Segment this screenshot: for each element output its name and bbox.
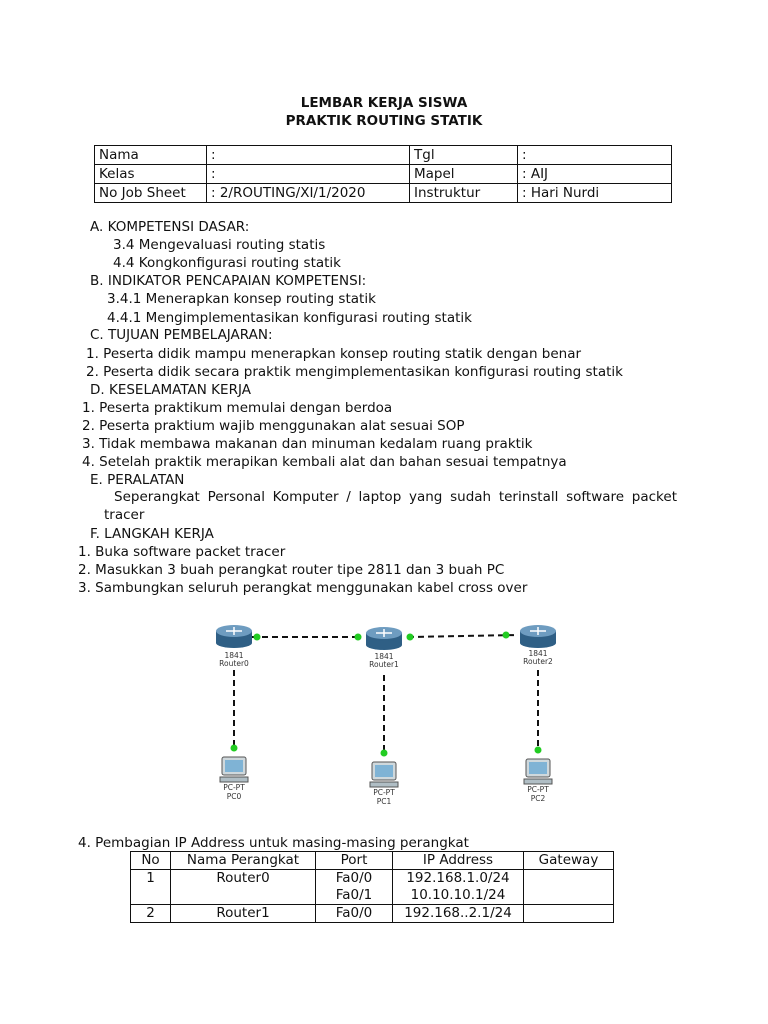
header-cell: Kelas bbox=[95, 165, 207, 184]
table-row bbox=[131, 870, 614, 905]
table-row bbox=[95, 146, 672, 165]
section-c-heading: C. TUJUAN PEMBELAJARAN: bbox=[90, 327, 273, 343]
pc-name-label: PC0 bbox=[226, 792, 242, 801]
page-subtitle: PRAKTIK ROUTING STATIK bbox=[285, 113, 483, 129]
header-cell: Mapel bbox=[410, 165, 518, 184]
cell-port: Fa0/0 bbox=[316, 905, 393, 923]
list-item: 4. Setelah praktik merapikan kembali alat dan bahan sesuai tempatnya bbox=[82, 454, 567, 470]
list-item: 3. Sambungkan seluruh perangkat menggunakan kabel cross over bbox=[78, 580, 528, 596]
table-row bbox=[95, 184, 672, 203]
column-header: No bbox=[131, 852, 171, 870]
table-header-row bbox=[131, 852, 614, 870]
ip-value: 10.10.10.1/24 bbox=[410, 887, 506, 903]
column-header: Port bbox=[316, 852, 393, 870]
cell-gateway bbox=[524, 870, 614, 905]
port-value: Fa0/0 bbox=[335, 870, 373, 886]
list-item: 3.4 Mengevaluasi routing statis bbox=[113, 237, 326, 253]
pc-icon[interactable] bbox=[220, 757, 248, 782]
header-cell: Tgl bbox=[410, 146, 518, 165]
list-item: 4. Pembagian IP Address untuk masing-masing perangkat bbox=[78, 835, 469, 851]
column-header: Nama Perangkat bbox=[171, 852, 316, 870]
cell-ip bbox=[393, 870, 524, 905]
port-dot bbox=[503, 632, 510, 639]
pc-model-label: PC-PT bbox=[373, 788, 395, 797]
pc-icon[interactable] bbox=[524, 759, 552, 784]
port-dot bbox=[407, 634, 414, 641]
pc-icon[interactable] bbox=[370, 762, 398, 787]
ip-address-table bbox=[130, 851, 614, 923]
router-model-label: 1841 bbox=[374, 652, 394, 661]
port-dot bbox=[355, 634, 362, 641]
page-title: LEMBAR KERJA SISWA bbox=[300, 95, 468, 111]
list-item: 1. Peserta didik mampu menerapkan konsep routing statik dengan benar bbox=[86, 346, 582, 362]
list-item: 3.4.1 Menerapkan konsep routing statik bbox=[107, 291, 376, 307]
cell-device: Router0 bbox=[171, 870, 316, 905]
router-icon[interactable] bbox=[520, 625, 556, 648]
table-row bbox=[131, 905, 614, 923]
pc-model-label: PC-PT bbox=[223, 783, 245, 792]
pc-name-label: PC1 bbox=[376, 797, 392, 806]
port-dot bbox=[254, 634, 261, 641]
section-f-heading: F. LANGKAH KERJA bbox=[90, 526, 214, 542]
crossover-link bbox=[408, 635, 518, 637]
router-name-label: Router2 bbox=[523, 657, 553, 666]
list-item: 1. Buka software packet tracer bbox=[78, 544, 286, 560]
port-dot bbox=[535, 747, 542, 754]
header-cell: : bbox=[207, 165, 410, 184]
port-dot bbox=[231, 745, 238, 752]
router-model-label: 1841 bbox=[224, 651, 244, 660]
cell-no: 1 bbox=[131, 870, 171, 905]
equipment-paragraph: Seperangkat Personal Komputer / laptop yang sudah terinstall software packet tracer bbox=[104, 489, 677, 523]
header-cell: Nama bbox=[95, 146, 207, 165]
section-e-heading: E. PERALATAN bbox=[90, 472, 185, 488]
header-cell: Instruktur bbox=[410, 184, 518, 203]
pc-model-label: PC-PT bbox=[527, 785, 549, 794]
column-header: IP Address bbox=[393, 852, 524, 870]
header-cell: : AIJ bbox=[518, 165, 672, 184]
header-cell: : 2/ROUTING/XI/1/2020 bbox=[207, 184, 410, 203]
router-model-label: 1841 bbox=[528, 649, 548, 658]
router-icon[interactable] bbox=[216, 625, 252, 648]
header-cell: : bbox=[518, 146, 672, 165]
header-cell: : bbox=[207, 146, 410, 165]
list-item: 2. Masukkan 3 buah perangkat router tipe 2811 dan 3 buah PC bbox=[78, 562, 505, 578]
cell-ip: 192.168..2.1/24 bbox=[393, 905, 524, 923]
list-item: 4.4 Kongkonfigurasi routing statik bbox=[113, 255, 341, 271]
router-name-label: Router0 bbox=[219, 659, 249, 668]
cell-device: Router1 bbox=[171, 905, 316, 923]
cell-port bbox=[316, 870, 393, 905]
network-topology-diagram bbox=[200, 615, 570, 815]
section-b-heading: B. INDIKATOR PENCAPAIAN KOMPETENSI: bbox=[90, 273, 367, 289]
port-dot bbox=[381, 750, 388, 757]
list-item: 1. Peserta praktikum memulai dengan berdoa bbox=[82, 400, 393, 416]
cell-no: 2 bbox=[131, 905, 171, 923]
list-item: 4.4.1 Mengimplementasikan konfigurasi routing statik bbox=[107, 310, 472, 326]
header-cell: No Job Sheet bbox=[95, 184, 207, 203]
port-value: Fa0/1 bbox=[335, 887, 373, 903]
pc-name-label: PC2 bbox=[530, 794, 546, 803]
cell-gateway bbox=[524, 905, 614, 923]
section-a-heading: A. KOMPETENSI DASAR: bbox=[90, 219, 250, 235]
header-cell: : Hari Nurdi bbox=[518, 184, 672, 203]
header-table bbox=[94, 145, 672, 203]
list-item: 2. Peserta didik secara praktik mengimplementasikan konfigurasi routing statik bbox=[86, 364, 623, 380]
list-item: 3. Tidak membawa makanan dan minuman kedalam ruang praktik bbox=[82, 436, 533, 452]
router-icon[interactable] bbox=[366, 627, 402, 650]
table-row bbox=[95, 165, 672, 184]
list-item: 2. Peserta praktium wajib menggunakan alat sesuai SOP bbox=[82, 418, 465, 434]
router-name-label: Router1 bbox=[369, 660, 399, 669]
column-header: Gateway bbox=[524, 852, 614, 870]
section-d-heading: D. KESELAMATAN KERJA bbox=[90, 382, 251, 398]
ip-value: 192.168.1.0/24 bbox=[406, 870, 510, 886]
